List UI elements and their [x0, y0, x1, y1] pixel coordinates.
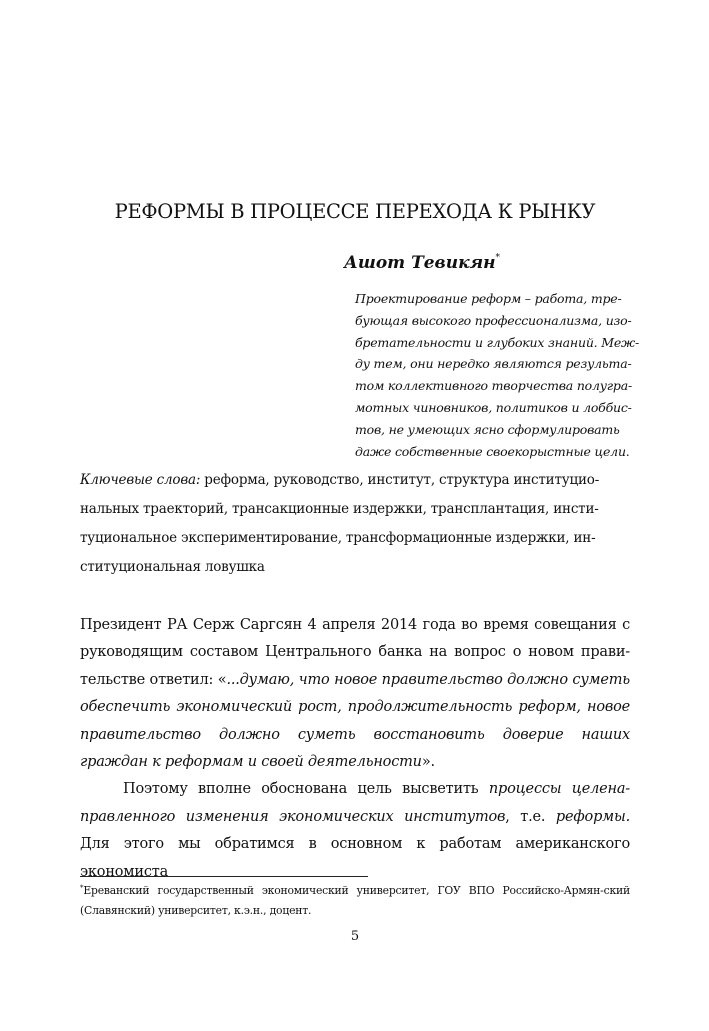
body-paragraph-2	[80, 776, 630, 886]
page-number: 5	[350, 929, 360, 944]
article-title: РЕФОРМЫ В ПРОЦЕССЕ ПЕРЕХОДА К РЫНКУ	[114, 200, 596, 223]
president-quote: ...думаю, что новое правительство должно суметь обеспечить экономический рост, продолжительность реформ, новое правительство должно суметь восстановить доверие наших граждан к реформам и своей деятельности	[80, 671, 630, 771]
keywords-text: реформа, руководство, институт, структура институцио-нальных траекторий, трансакционные издержки, трансплантация, инсти-туциональное экспериментирование, трансформационные издержки, ин-ституциональная ловушка	[80, 472, 600, 575]
body-paragraph-1	[80, 612, 630, 776]
emphasis-processes: процессы целена-правленного изменения экономических институтов	[80, 781, 630, 825]
footnote-mark: *	[80, 884, 84, 892]
epigraph	[355, 288, 640, 462]
author-line	[80, 246, 630, 275]
keywords-block	[80, 466, 630, 582]
author-footnote-mark: *	[495, 253, 500, 263]
footnote-text: Ереванский государственный экономический университет, ГОУ ВПО Российско-Армян-ский (Славянский) университет, к.э.н., доцент.	[80, 884, 630, 917]
footnote-divider	[80, 876, 368, 877]
paragraph-text: , т.е.	[505, 808, 556, 825]
epigraph-line: бретательности и глубоких знаний. Меж-	[355, 334, 640, 350]
author-name: Ашот Тевикян	[344, 253, 496, 273]
epigraph-line: мотных чиновников, политиков и лоббис-	[355, 399, 632, 415]
paragraph-text: Президент РА Серж Саргсян 4 апреля 2014 года во время совещания с руководящим составом Центрального банка на вопрос о новом прави-тельстве ответил: «	[80, 617, 630, 688]
epigraph-line: бующая высокого профессионализма, изо-	[355, 312, 632, 328]
paragraph-text: ».	[421, 754, 435, 771]
emphasis-reforms: реформы.	[555, 808, 630, 825]
paragraph-text: Поэтому вполне обоснована цель высветить	[123, 781, 489, 798]
footnote	[80, 879, 630, 920]
body-text	[80, 612, 630, 886]
epigraph-line: даже собственные своекорыстные цели.	[355, 443, 630, 459]
paragraph-text: Для этого мы обратимся в основном к работам американского экономиста	[80, 836, 630, 880]
epigraph-line: Проектирование реформ – работа, тре-	[355, 291, 622, 306]
keywords-label: Ключевые слова:	[80, 472, 201, 488]
epigraph-line: тов, не умеющих ясно сформулировать	[355, 421, 620, 437]
epigraph-line: ду тем, они нередко являются результа-	[355, 356, 632, 372]
epigraph-line: том коллективного творчества полугра-	[355, 378, 633, 394]
